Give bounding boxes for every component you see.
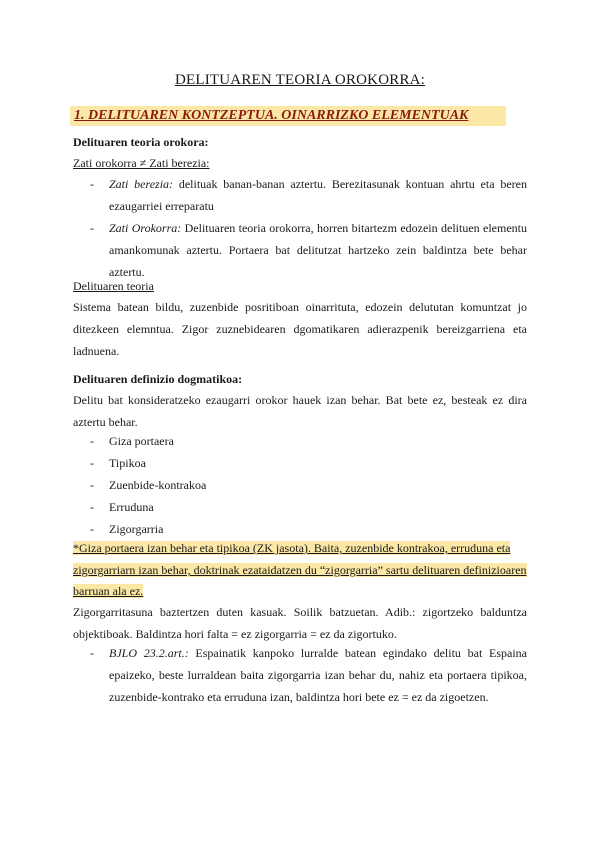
list-bullet: -: [90, 522, 94, 536]
subsection-subheading: Delituaren teoria: [73, 279, 154, 293]
list-item-text: Erruduna: [109, 500, 154, 514]
paragraph: Zigorgarritasuna baztertzen duten kasuak. Soilik batzuetan. Adib.: zigortzeko balduntza objektiboak. Baldintza hori falta = ez zigorgarria = ez da zigortuko.: [73, 605, 527, 641]
list-bullet: -: [90, 221, 94, 235]
list-item-term: Zati Orokorra:: [109, 221, 182, 235]
list-bullet: -: [90, 478, 94, 492]
subsection-heading: Delituaren teoria orokora:: [73, 135, 209, 149]
list-bullet: -: [90, 456, 94, 470]
list-item-text: Zigorgarria: [109, 522, 164, 536]
list-item-text: Zuenbide-kontrakoa: [109, 478, 207, 492]
highlighted-note-line: *Giza portaera izan behar eta tipikoa (ZK jasota). Baita, zuzenbide kontrakoa, erruduna eta: [73, 541, 511, 555]
highlighted-note-line: barruan ala ez.: [73, 584, 144, 598]
list-item: [90, 217, 527, 283]
list-item-text: delituak banan-banan aztertu. Berezitasunak kontuan ahrtu eta beren ezaugarriei erreparatu: [109, 177, 527, 213]
list-item-text: Giza portaera: [109, 434, 174, 448]
list-item: [90, 430, 527, 452]
list-item-text: Espainatik kanpoko lurralde batean egindako delitu bat Espaina epaizeko, beste lurraldean baita zigorgarria izan behar du, nahiz eta portaera tipikoa, zuzenbide-kontrako eta erruduna izan, baldintza hori bete ez = ez da zigoetzen.: [109, 646, 527, 704]
list-bullet: -: [90, 646, 94, 660]
list-bullet: -: [90, 177, 94, 191]
subsection-heading: Delituaren definizio dogmatikoa:: [73, 372, 243, 386]
subsection-subheading: Zati orokorra ≠ Zati berezia:: [73, 156, 210, 170]
highlighted-note-line: zigorgarriarn izan behar, doktrinak ezataidatzen du “zigorgarria” sartu delituaren definizioaren: [73, 563, 527, 577]
list-item: [90, 642, 527, 708]
list-bullet: -: [90, 500, 94, 514]
list-item: [90, 173, 527, 217]
list-item: [90, 474, 527, 496]
list-item: [90, 452, 527, 474]
section-heading: 1. DELITUAREN KONTZEPTUA. OINARRIZKO ELEMENTUAK: [70, 106, 506, 126]
paragraph: Sistema batean bildu, zuzenbide posritiboan oinarrituta, edozein delututan komuntzat jo ditezkeen elemntua. Zigor zuznebidearen dgomatikaren adierazpenik bereizgarriena eta ladnuena.: [73, 300, 527, 358]
list-item: [90, 496, 527, 518]
list-item-text: Delituaren teoria orokorra, horren bitartezm edozein delituen elementu amankomunak aztertu. Portaera bat delitutzat hartzeko zein baldintza bete behar aztertu.: [109, 221, 527, 279]
list-bullet: -: [90, 434, 94, 448]
list-item-text: Tipikoa: [109, 456, 146, 470]
list-item-term: Zati berezia:: [109, 177, 174, 191]
list-item-term: BJLO 23.2.art.:: [109, 646, 189, 660]
paragraph: Delitu bat konsideratzeko ezaugarri orokor hauek izan behar. Bat bete ez, besteak ez dira aztertu behar.: [73, 393, 527, 429]
document-title: DELITUAREN TEORIA OROKORRA:: [174, 72, 426, 88]
